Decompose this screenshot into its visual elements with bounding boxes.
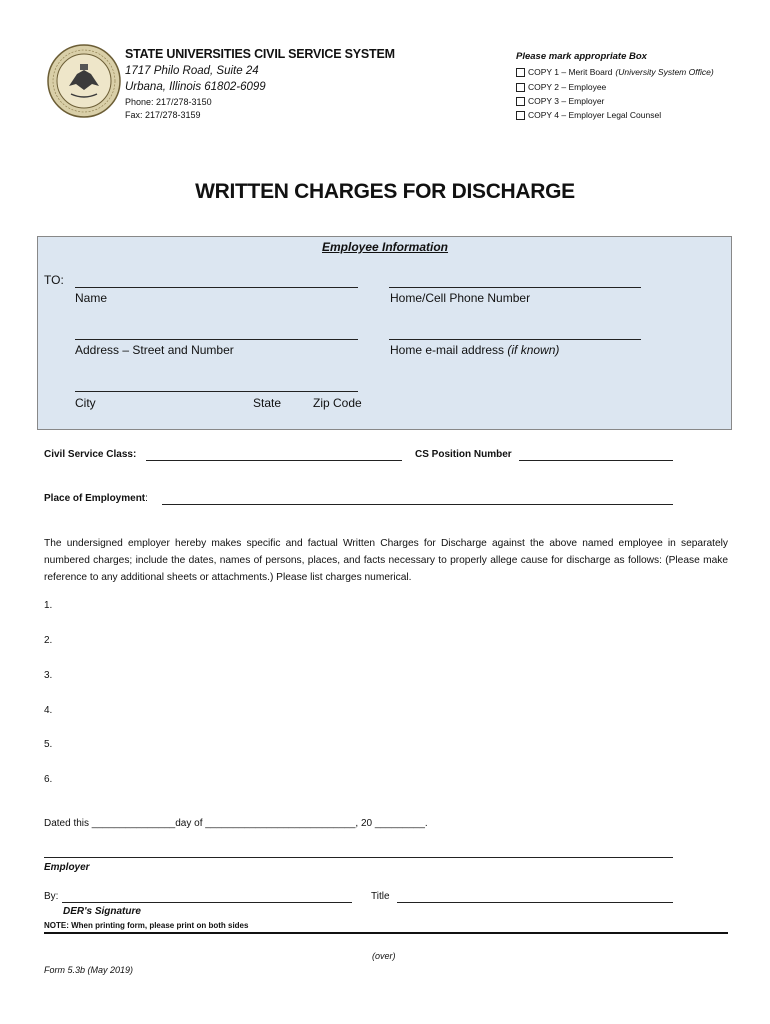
city-state-zip-field[interactable]	[75, 391, 358, 392]
checkbox[interactable]	[516, 97, 525, 106]
email-field[interactable]	[389, 339, 641, 340]
civil-service-class-label: Civil Service Class:	[44, 449, 137, 460]
cs-position-field[interactable]	[519, 460, 673, 461]
checkbox[interactable]	[516, 68, 525, 77]
checkbox[interactable]	[516, 111, 525, 120]
email-label-note: (if known)	[507, 343, 560, 357]
cs-position-label: CS Position Number	[415, 449, 512, 460]
phone-label: Home/Cell Phone Number	[390, 291, 531, 305]
copy-option-3[interactable]	[516, 96, 604, 106]
place-of-employment-field[interactable]	[162, 504, 673, 505]
employee-info-heading: Employee Information	[321, 240, 449, 254]
name-field[interactable]	[75, 287, 358, 288]
title-field[interactable]	[397, 902, 673, 903]
print-note: NOTE: When printing form, please print on both sides	[44, 921, 249, 930]
title-label: Title	[371, 891, 390, 902]
charge-2[interactable]: 2.	[44, 635, 53, 646]
place-of-employment-label	[44, 493, 148, 504]
checkbox[interactable]	[516, 83, 525, 92]
by-label: By:	[44, 891, 59, 902]
copy-option-4[interactable]	[516, 110, 661, 120]
form-title: WRITTEN CHARGES FOR DISCHARGE	[195, 180, 575, 203]
charge-6[interactable]: 6.	[44, 774, 53, 785]
email-label	[390, 343, 559, 357]
copy-option-2[interactable]	[516, 82, 606, 92]
charge-3[interactable]: 3.	[44, 670, 53, 681]
copy-label: COPY 3 – Employer	[528, 96, 605, 106]
address-field[interactable]	[75, 339, 358, 340]
email-label-text: Home e-mail address	[390, 343, 508, 357]
charge-5[interactable]: 5.	[44, 739, 53, 750]
org-phone: Phone: 217/278-3150	[125, 97, 212, 107]
name-label: Name	[75, 291, 108, 305]
employer-label: Employer	[44, 862, 90, 873]
state-label: State	[253, 396, 282, 410]
org-fax: Fax: 217/278-3159	[125, 110, 201, 120]
over-label: (over)	[372, 951, 396, 961]
employee-info-section	[37, 236, 732, 430]
place-label-text: Place of Employment	[44, 493, 146, 504]
charge-1[interactable]: 1.	[44, 600, 53, 611]
place-label-colon: :	[145, 493, 148, 504]
phone-field[interactable]	[389, 287, 641, 288]
org-address-line1: 1717 Philo Road, Suite 24	[125, 65, 259, 77]
copy-option-1[interactable]	[516, 67, 714, 77]
to-label: TO:	[44, 273, 64, 287]
footer-divider	[44, 932, 728, 934]
copy-note: (University System Office)	[615, 67, 714, 77]
instructions-paragraph: The undersigned employer hereby makes specific and factual Written Charges for Discharge against the above named employee in separately numbered charges; include the dates, names of persons, places, and facts necessary to properly allege cause for discharge as follows: (Please make reference to any additional sheets or attachments.) Please list charges numerical.	[44, 538, 728, 583]
org-name: STATE UNIVERSITIES CIVIL SERVICE SYSTEM	[125, 47, 395, 61]
copy-label: COPY 4 – Employer Legal Counsel	[528, 110, 662, 120]
form-id: Form 5.3b (May 2019)	[44, 965, 134, 975]
der-signature-field[interactable]	[62, 902, 352, 903]
copy-label: COPY 1 – Merit Board	[528, 67, 613, 77]
der-signature-label: DER's Signature	[63, 906, 141, 917]
illinois-seal-icon	[47, 44, 121, 118]
org-address-line2: Urbana, Illinois 61802-6099	[125, 81, 266, 93]
address-label: Address – Street and Number	[75, 343, 234, 357]
employer-signature-field[interactable]	[44, 857, 673, 858]
civil-service-class-field[interactable]	[146, 460, 402, 461]
city-label: City	[75, 396, 96, 410]
copy-instructions: Please mark appropriate Box	[516, 51, 647, 62]
zip-label: Zip Code	[313, 396, 362, 410]
charge-4[interactable]: 4.	[44, 705, 53, 716]
copy-label: COPY 2 – Employee	[528, 82, 607, 92]
dated-line[interactable]: Dated this _______________day of ___________________________, 20 _________.	[44, 818, 428, 829]
